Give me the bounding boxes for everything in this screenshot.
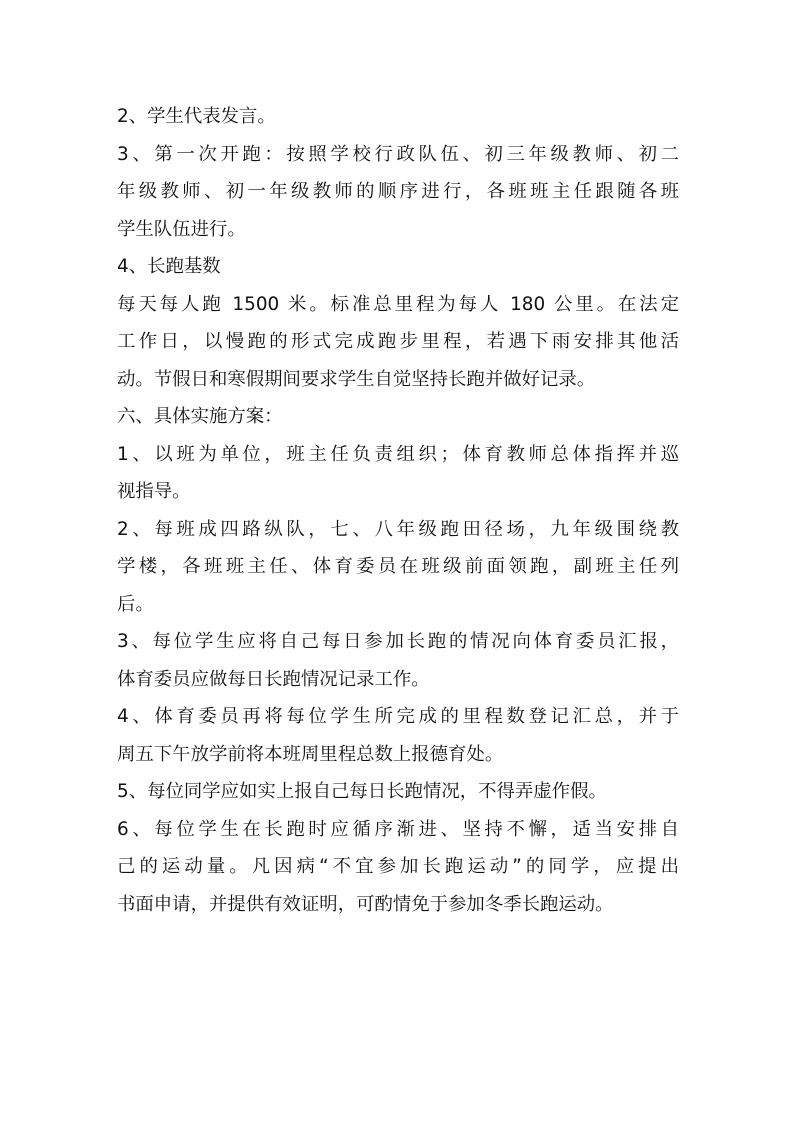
plan-3-line-1: 3、每位学生应将自己每日参加长跑的情况向体育委员汇报， [117, 631, 679, 652]
plan-3-line-2: 体育委员应做每日长跑情况记录工作。 [117, 668, 430, 690]
plan-6-line-3: 书面申请，并提供有效证明，可酌情免于参加冬季长跑运动。 [117, 893, 614, 915]
document-body [117, 98, 679, 923]
running-base-line-3: 动。节假日和寒假期间要求学生自觉坚持长跑并做好记录。 [117, 368, 596, 390]
running-base-line-2: 工作日，以慢跑的形式完成跑步里程，若遇下雨安排其他活 [117, 331, 679, 352]
plan-2-line-1: 2、每班成四路纵队，七、八年级跑田径场，九年级围绕教 [117, 518, 679, 540]
plan-2-line-2: 学楼，各班班主任、体育委员在班级前面领跑，副班主任列 [117, 556, 679, 577]
plan-4-line-1: 4、体育委员再将每位学生所完成的里程数登记汇总，并于 [117, 706, 679, 727]
item-3-first-run-line-2: 年级教师、初一年级教师的顺序进行，各班班主任跟随各班 [117, 181, 679, 202]
plan-6-line-1: 6、每位学生在长跑时应循序渐进、坚持不懈，适当安排自 [117, 818, 679, 840]
item-4-running-base-heading: 4、长跑基数 [117, 256, 221, 277]
plan-5-line-1: 5、每位同学应如实上报自己每日长跑情况，不得弄虚作假。 [117, 781, 607, 802]
plan-6-line-2: 己的运动量。凡因病“不宜参加长跑运动”的同学，应提出 [117, 856, 679, 877]
item-3-first-run-line-1: 3、第一次开跑：按照学校行政队伍、初三年级教师、初二 [117, 143, 679, 165]
plan-2-line-3: 后。 [117, 593, 154, 615]
section-6-heading: 六、具体实施方案： [117, 406, 283, 427]
item-3-first-run-line-3: 学生队伍进行。 [117, 218, 246, 240]
plan-1-line-1: 1、以班为单位，班主任负责组织；体育教师总体指挥并巡 [117, 443, 679, 465]
running-base-line-1: 每天每人跑 1500 米。标准总里程为每人 180 公里。在法定 [117, 293, 679, 315]
plan-4-line-2: 周五下午放学前将本班周里程总数上报德育处。 [117, 743, 504, 765]
item-2-student-speech: 2、学生代表发言。 [117, 106, 276, 127]
plan-1-line-2: 视指导。 [117, 481, 191, 502]
